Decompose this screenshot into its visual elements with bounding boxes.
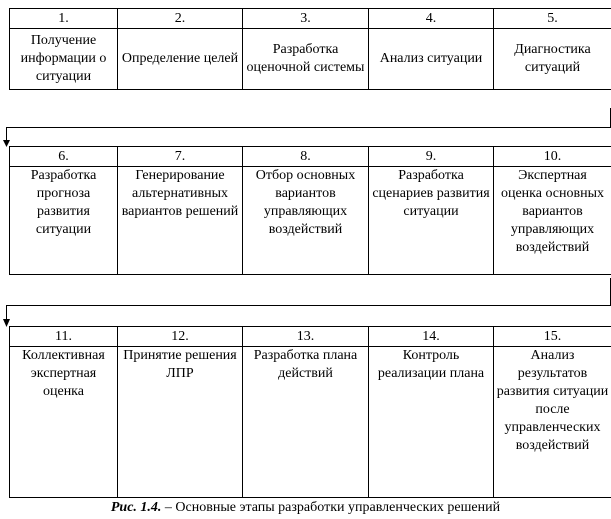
stage-number: 11.: [10, 327, 118, 347]
stage-number: 9.: [369, 147, 494, 167]
stage-number: 10.: [494, 147, 611, 167]
stage-number: 6.: [10, 147, 118, 167]
stage-text: Получение информации о ситуации: [10, 29, 118, 90]
stage-text: Принятие решения ЛПР: [118, 347, 243, 498]
stage-text: Разработка сценариев развития ситуации: [369, 167, 494, 275]
stage-number: 5.: [494, 9, 611, 29]
connector-row1-to-row2: [7, 108, 611, 141]
stage-block-1: [9, 8, 611, 90]
stage-text: Экспертная оценка основных вариантов управляющих воздействий: [494, 167, 611, 275]
stage-text: Анализ результатов развития ситуации после управленческих воздействий: [494, 347, 611, 498]
stage-number: 3.: [243, 9, 369, 29]
stage-text: Разработка оценочной системы: [243, 29, 369, 90]
figure-caption: [0, 499, 611, 516]
figure-title: – Основные этапы разработки управленческих решений: [161, 500, 501, 515]
stage-text: Разработка плана действий: [243, 347, 369, 498]
stage-text: Коллективная экспертная оценка: [10, 347, 118, 498]
stage-number: 4.: [369, 9, 494, 29]
stage-number: 14.: [369, 327, 494, 347]
stage-number: 1.: [10, 9, 118, 29]
connector-row2-to-row3: [7, 278, 611, 320]
stage-number: 7.: [118, 147, 243, 167]
stage-number: 2.: [118, 9, 243, 29]
stage-text: Диагностика ситуаций: [494, 29, 611, 90]
stage-text: Определение целей: [118, 29, 243, 90]
stage-number: 15.: [494, 327, 611, 347]
stage-text: Генерирование альтернативных вариантов решений: [118, 167, 243, 275]
stage-number: 8.: [243, 147, 369, 167]
figure-label: Рис. 1.4.: [110, 500, 162, 515]
stage-number: 12.: [118, 327, 243, 347]
stage-text: Разработка прогноза развития ситуации: [10, 167, 118, 275]
stage-text: Анализ ситуации: [369, 29, 494, 90]
stage-number: 13.: [243, 327, 369, 347]
stage-text: Отбор основных вариантов управляющих воздействий: [243, 167, 369, 275]
stage-block-3: [9, 326, 611, 498]
stage-text: Контроль реализации плана: [369, 347, 494, 498]
stage-block-2: [9, 146, 611, 275]
